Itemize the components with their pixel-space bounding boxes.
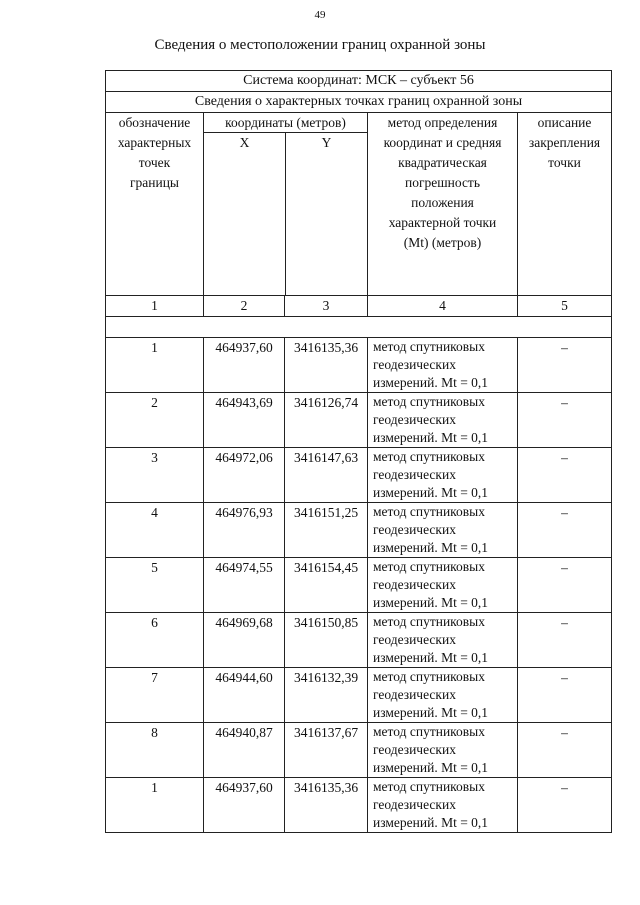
method-line: метод спутниковых [373, 669, 485, 684]
method-cell [368, 448, 518, 503]
point-number-cell: 1 [106, 338, 204, 393]
point-number-cell: 8 [106, 723, 204, 778]
page-number: 49 [314, 9, 326, 21]
table-row [106, 558, 612, 613]
description-cell: – [518, 448, 612, 503]
spacer-row [106, 317, 612, 338]
point-number-cell: 4 [106, 503, 204, 558]
method-line: геодезических [373, 412, 456, 427]
header-method: метод определения координат и средняя квадратическая погрешность положения характерной точки (Mt) (метров) [368, 113, 518, 296]
method-cell [368, 778, 518, 833]
point-number-cell: 6 [106, 613, 204, 668]
section-heading-cell: Сведения о характерных точках границ охранной зоны [106, 92, 612, 113]
method-line: метод спутниковых [373, 614, 485, 629]
point-number-cell: 1 [106, 778, 204, 833]
description-cell: – [518, 558, 612, 613]
header-coordinates [204, 113, 368, 296]
method-cell [368, 393, 518, 448]
method-line: метод спутниковых [373, 779, 485, 794]
y-coordinate-cell: 3416135,36 [285, 778, 368, 833]
method-line: геодезических [373, 467, 456, 482]
point-number-cell: 3 [106, 448, 204, 503]
x-coordinate-cell: 464969,68 [204, 613, 285, 668]
table-row [106, 393, 612, 448]
description-cell: – [518, 338, 612, 393]
method-line: измерений. Mt = 0,1 [373, 815, 489, 830]
y-coordinate-cell: 3416151,25 [285, 503, 368, 558]
method-line: измерений. Mt = 0,1 [373, 375, 489, 390]
point-number-cell: 5 [106, 558, 204, 613]
method-line: геодезических [373, 577, 456, 592]
x-coordinate-cell: 464974,55 [204, 558, 285, 613]
point-number-cell: 2 [106, 393, 204, 448]
table-row [106, 668, 612, 723]
column-number: 3 [285, 296, 368, 317]
x-coordinate-cell: 464972,06 [204, 448, 285, 503]
table-row [106, 723, 612, 778]
table-row [106, 448, 612, 503]
point-number-cell: 7 [106, 668, 204, 723]
method-line: измерений. Mt = 0,1 [373, 705, 489, 720]
description-cell: – [518, 778, 612, 833]
header-point-designation: обозначение характерных точек границы [106, 113, 204, 296]
header-coordinates-label: координаты (метров) [204, 113, 367, 133]
method-line: геодезических [373, 522, 456, 537]
description-cell: – [518, 503, 612, 558]
method-cell [368, 338, 518, 393]
document-title: Сведения о местоположении границ охранной зоны [154, 37, 486, 53]
description-cell: – [518, 723, 612, 778]
x-coordinate-cell: 464940,87 [204, 723, 285, 778]
method-line: измерений. Mt = 0,1 [373, 540, 489, 555]
column-number: 1 [106, 296, 204, 317]
boundary-points-table [105, 70, 612, 833]
method-line: метод спутниковых [373, 394, 485, 409]
coordinate-system-cell: Система координат: МСК – субъект 56 [106, 71, 612, 92]
header-description: описание закрепления точки [518, 113, 612, 296]
table-row [106, 778, 612, 833]
method-line: измерений. Mt = 0,1 [373, 430, 489, 445]
x-coordinate-cell: 464937,60 [204, 338, 285, 393]
column-number: 5 [518, 296, 612, 317]
method-line: геодезических [373, 632, 456, 647]
header-x: X [204, 133, 286, 295]
method-cell [368, 723, 518, 778]
header-y: Y [321, 135, 332, 150]
method-line: метод спутниковых [373, 339, 485, 354]
method-line: метод спутниковых [373, 449, 485, 464]
column-number: 2 [204, 296, 285, 317]
method-cell [368, 668, 518, 723]
description-cell: – [518, 668, 612, 723]
y-coordinate-cell: 3416135,36 [285, 338, 368, 393]
method-line: измерений. Mt = 0,1 [373, 595, 489, 610]
method-line: геодезических [373, 742, 456, 757]
method-line: измерений. Mt = 0,1 [373, 760, 489, 775]
x-coordinate-cell: 464976,93 [204, 503, 285, 558]
description-cell: – [518, 613, 612, 668]
description-cell: – [518, 393, 612, 448]
y-coordinate-cell: 3416147,63 [285, 448, 368, 503]
method-line: метод спутниковых [373, 559, 485, 574]
column-number: 4 [368, 296, 518, 317]
method-cell [368, 613, 518, 668]
table-row [106, 503, 612, 558]
y-coordinate-cell: 3416154,45 [285, 558, 368, 613]
table-row [106, 613, 612, 668]
method-line: измерений. Mt = 0,1 [373, 485, 489, 500]
method-cell [368, 503, 518, 558]
y-coordinate-cell: 3416137,67 [285, 723, 368, 778]
method-cell [368, 558, 518, 613]
method-line: метод спутниковых [373, 504, 485, 519]
y-coordinate-cell: 3416126,74 [285, 393, 368, 448]
method-line: геодезических [373, 357, 456, 372]
y-coordinate-cell: 3416132,39 [285, 668, 368, 723]
method-line: метод спутниковых [373, 724, 485, 739]
x-coordinate-cell: 464937,60 [204, 778, 285, 833]
method-line: геодезических [373, 797, 456, 812]
y-coordinate-cell: 3416150,85 [285, 613, 368, 668]
table-row [106, 338, 612, 393]
x-coordinate-cell: 464944,60 [204, 668, 285, 723]
x-coordinate-cell: 464943,69 [204, 393, 285, 448]
method-line: измерений. Mt = 0,1 [373, 650, 489, 665]
method-line: геодезических [373, 687, 456, 702]
